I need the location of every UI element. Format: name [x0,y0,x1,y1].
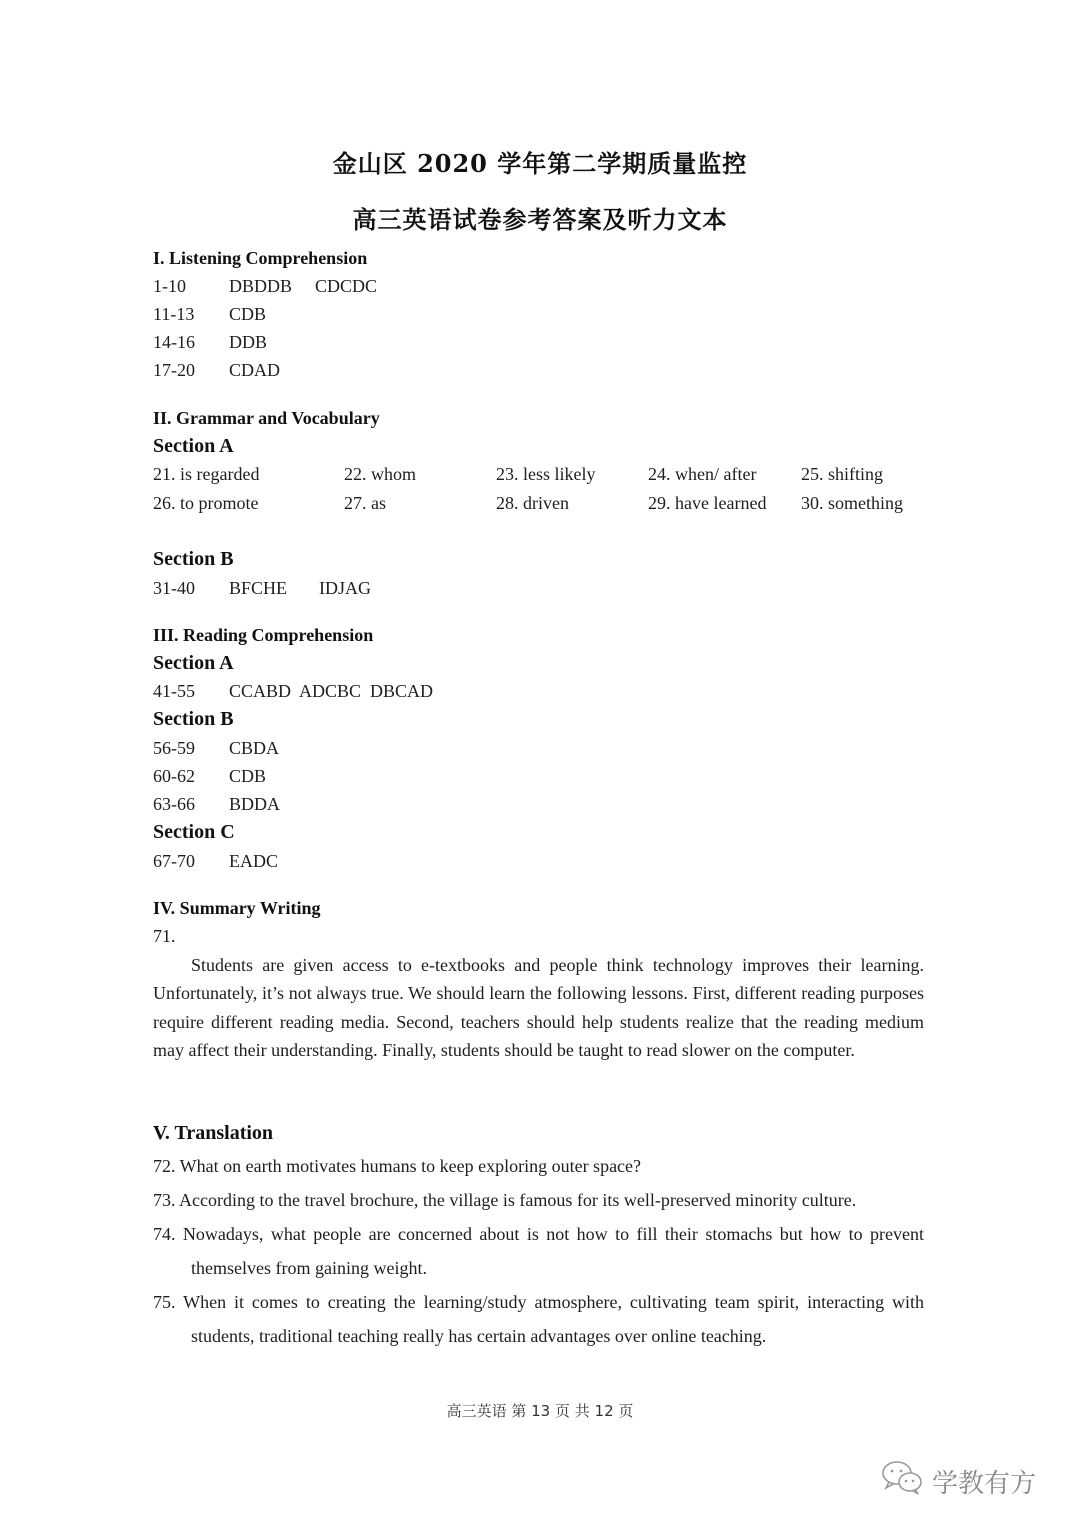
answer-row [153,794,553,816]
answer-range: 56-59 [153,738,195,758]
watermark [880,1458,1036,1505]
answer-letters: IDJAG [319,578,371,598]
section-label: Section A [153,435,234,457]
document-subtitle: 高三英语试卷参考答案及听力文本 [352,205,728,234]
answer-range: 14-16 [153,332,195,352]
section-label: Section B [153,708,234,730]
listening-heading: I. Listening Comprehension [153,248,368,268]
answer-row [153,304,553,326]
answer-letters: CDAD [229,360,281,380]
grammar-item: 22. whom [344,464,416,484]
answer-range: 63-66 [153,794,195,814]
page-footer: 高三英语 第 13 页 共 12 页 [446,1402,634,1420]
answer-range: 60-62 [153,766,195,786]
wechat-icon [880,1458,932,1505]
translation-item: 74. Nowadays, what people are concerned about is not how to fill their stomachs but how to prevent themselves from gaining weight. [153,1224,924,1278]
answer-letters: CDB [229,304,267,324]
grammar-item: 24. when/ after [648,464,757,484]
summary-heading: IV. Summary Writing [153,898,321,918]
answer-range: 17-20 [153,360,195,380]
answer-letters: BFCHE [229,578,288,598]
answer-letters: DBDDB [229,276,293,296]
answer-letters: CDCDC [315,276,378,296]
answer-letters: CDB [229,766,267,786]
reading-heading: III. Reading Comprehension [153,625,374,645]
answer-letters: CCABD ADCBC DBCAD [229,681,434,701]
grammar-item: 26. to promote [153,493,259,513]
grammar-item: 25. shifting [801,464,884,484]
answer-range: 31-40 [153,578,195,598]
grammar-item: 28. driven [496,493,569,513]
grammar-item: 27. as [344,493,386,513]
answer-row [153,332,553,354]
translation-list [153,1149,924,1353]
document-title: 金山区 2020 学年第二学期质量监控 [332,149,748,178]
grammar-item: 21. is regarded [153,464,260,484]
answer-range: 41-55 [153,681,195,701]
translation-item: 73. According to the travel brochure, the village is famous for its well-preserved minority culture. [153,1190,857,1210]
section-label: Section B [153,548,234,570]
answer-letters: EADC [229,851,278,871]
section-label: Section A [153,652,234,674]
grammar-item: 29. have learned [648,493,767,513]
answer-row [153,578,553,600]
answer-row [153,766,553,788]
answer-letters: DDB [229,332,268,352]
answer-letters: CBDA [229,738,280,758]
translation-heading: V. Translation [153,1122,274,1144]
grammar-heading: II. Grammar and Vocabulary [153,408,380,428]
answer-range: 11-13 [153,304,195,324]
grammar-item: 30. something [801,493,903,513]
watermark-text: 学教有方 [932,1469,1037,1499]
section-label: Section C [153,821,235,843]
answer-row [153,276,553,298]
translation-item: 72. What on earth motivates humans to keep exploring outer space? [153,1156,642,1176]
translation-item: 75. When it comes to creating the learning/study atmosphere, cultivating team spirit, interacting with students, traditional teaching really has certain advantages over online teaching. [153,1292,924,1346]
summary-paragraph: Students are given access to e-textbooks and people think technology improves their learning. Unfortunately, it’s not always true. We should learn the following lessons. First, different reading purposes require different reading media. Second, teachers should help students realize that the reading medium may affect their understanding. Finally, students should be taught to read slower on the computer. [153,955,924,1061]
question-number: 71. [153,926,176,946]
answer-letters: BDDA [229,794,281,814]
answer-range: 67-70 [153,851,195,871]
answer-row [153,851,553,873]
answer-row [153,738,553,760]
answer-row [153,681,553,703]
answer-row [153,360,553,382]
answer-range: 1-10 [153,276,186,296]
grammar-item: 23. less likely [496,464,596,484]
